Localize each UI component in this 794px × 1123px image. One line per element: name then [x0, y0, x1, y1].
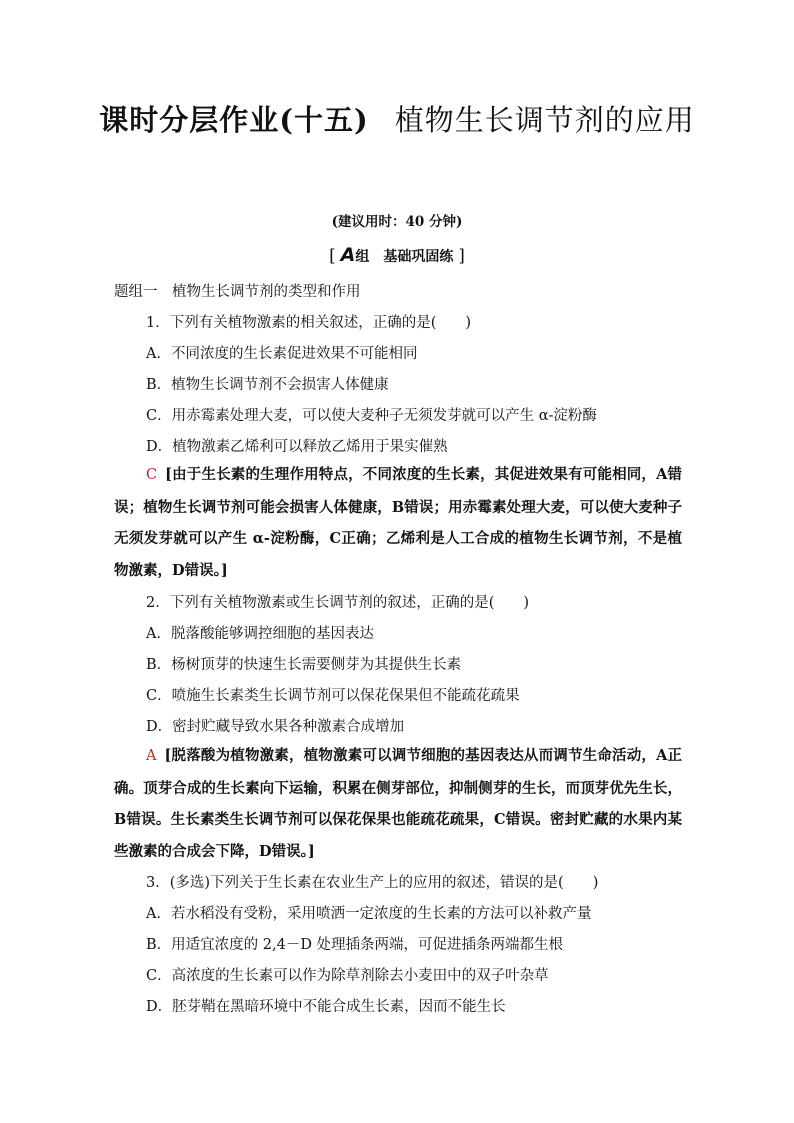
q2-option-d: D．密封贮藏导致水果各种激素合成增加	[146, 719, 405, 735]
q2-answer-block	[114, 740, 682, 867]
q1-explanation: [由于生长素的生理作用特点，不同浓度的生长素，其促进效果有可能相同，A错误；植物生长调节剂可能会损害人体健康，B错误；用赤霉素处理大麦，可以使大麦种子无须发芽就可以产生 α-淀粉酶，C正确；乙烯利是人工合成的植物生长调节剂，不是植物激素，D错误。]	[114, 466, 682, 579]
q1-option-a: A．不同浓度的生长素促进效果不可能相同	[146, 346, 418, 362]
q1-answer-letter: C	[146, 467, 158, 483]
title-main: 植物生长调节剂的应用	[394, 103, 695, 137]
page-title	[96, 92, 698, 148]
group-bracket-open: [	[329, 246, 336, 266]
q2-option-b: B．杨树顶芽的快速生长需要侧芽为其提供生长素	[146, 657, 462, 673]
q3-option-a: A．若水稻没有受粉，采用喷洒一定浓度的生长素的方法可以补救产量	[146, 906, 592, 922]
suggested-time: (建议用时：40 分钟)	[331, 214, 463, 230]
q2-stem: 2．下列有关植物激素或生长调节剂的叙述，正确的是( )	[146, 595, 530, 611]
topic-heading: 题组一 植物生长调节剂的类型和作用	[114, 284, 361, 300]
q2-option-c: C．喷施生长素类生长调节剂可以保花保果但不能疏花疏果	[146, 688, 520, 704]
q1-option-b: B．植物生长调节剂不会损害人体健康	[146, 377, 389, 393]
q1-option-d: D．植物激素乙烯利可以释放乙烯用于果实催熟	[146, 439, 448, 455]
group-letter: A	[340, 244, 356, 266]
q2-answer-letter: A	[146, 748, 157, 764]
q1-option-c: C．用赤霉素处理大麦，可以使大麦种子无须发芽就可以产生 α-淀粉酶	[146, 408, 597, 424]
title-prefix: 课时分层作业(十五)	[99, 103, 369, 137]
q1-answer-block	[114, 459, 682, 586]
q3-option-b: B．用适宜浓度的 2,4－D 处理插条两端，可促进插条两端都生根	[146, 937, 564, 953]
q2-explanation: [脱落酸为植物激素，植物激素可以调节细胞的基因表达从而调节生命活动，A正确。顶芽合成的生长素向下运输，积累在侧芽部位，抑制侧芽的生长，而顶芽优先生长，B错误。生长素类生长调节剂可以保花保果也能疏花疏果，C错误。密封贮藏的水果内某些激素的合成会下降，D错误。]	[114, 747, 682, 860]
q3-option-c: C．高浓度的生长素可以作为除草剂除去小麦田中的双子叶杂草	[146, 968, 549, 984]
group-heading	[0, 244, 794, 266]
q3-stem: 3．(多选)下列关于生长素在农业生产上的应用的叙述，错误的是( )	[146, 875, 599, 891]
group-bracket-close: ]	[458, 246, 465, 266]
q2-option-a: A．脱落酸能够调控细胞的基因表达	[146, 626, 374, 642]
group-label: 组 基础巩固练	[355, 249, 454, 265]
q3-option-d: D．胚芽鞘在黑暗环境中不能合成生长素，因而不能生长	[146, 999, 506, 1015]
q1-stem: 1．下列有关植物激素的相关叙述，正确的是( )	[146, 315, 472, 331]
